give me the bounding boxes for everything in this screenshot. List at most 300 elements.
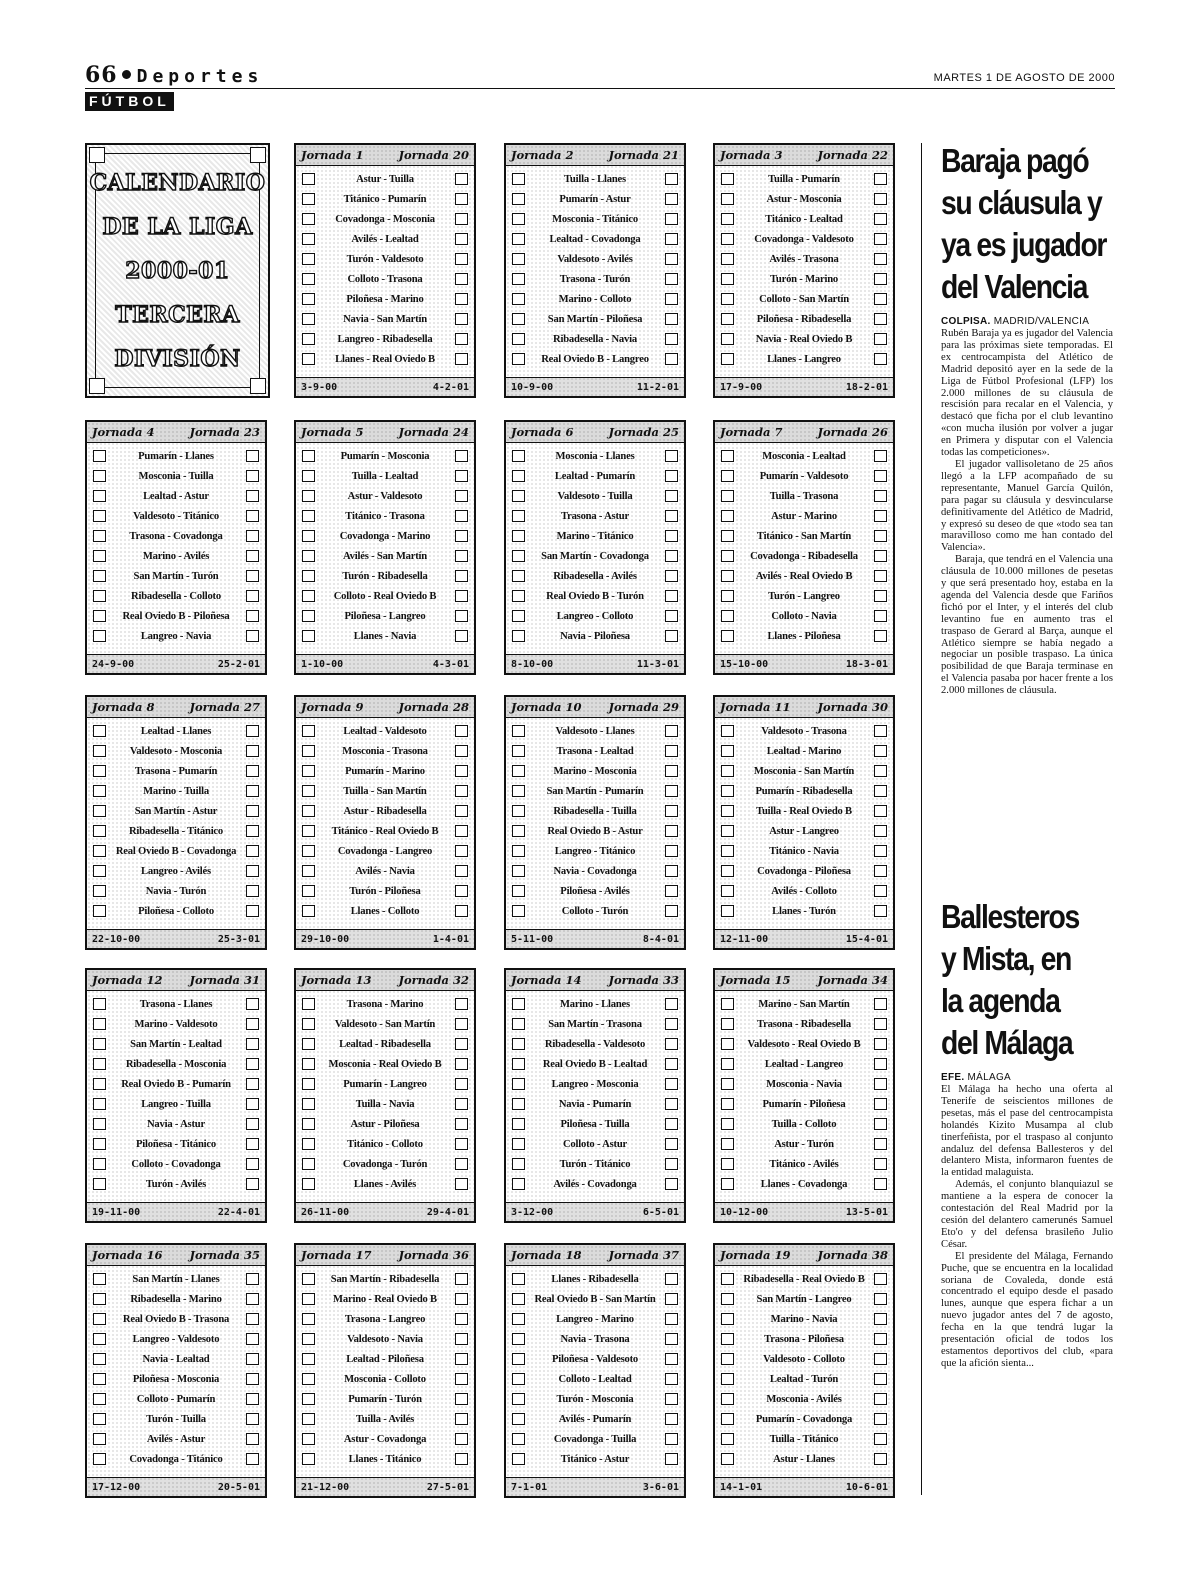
match-teams: Piloñesa - Mosconia — [132, 1373, 220, 1385]
match-row — [296, 1389, 474, 1409]
match-row — [296, 626, 474, 646]
first-leg-date: 15-10-00 — [720, 658, 769, 670]
score-box — [246, 905, 259, 917]
score-box — [246, 845, 259, 857]
match-row — [506, 466, 684, 486]
match-row — [715, 506, 893, 526]
score-box — [93, 1178, 106, 1190]
match-row — [506, 606, 684, 626]
score-box — [246, 1373, 259, 1385]
match-teams: Marino - San Martín — [758, 998, 850, 1010]
second-leg-date: 6-5-01 — [642, 1206, 679, 1218]
score-box — [512, 550, 525, 562]
score-box — [455, 1078, 468, 1090]
second-leg-date: 22-4-01 — [217, 1206, 260, 1218]
match-teams: Tuilla - San Martín — [343, 785, 427, 797]
jornada-header — [87, 1245, 265, 1266]
article-paragraph: Además, el conjunto blanquiazul se mantiene a la espera de conocer la contestación del Real Madrid por la cesión del delantero camerunés Samuel Eto'o y del defensa brasileño Julio César. — [941, 1179, 1113, 1250]
score-box — [512, 1078, 525, 1090]
match-row — [715, 1269, 893, 1289]
score-box — [512, 570, 525, 582]
match-teams: Valdesoto - Titánico — [133, 510, 219, 522]
match-row — [87, 1389, 265, 1409]
jornada-header — [87, 697, 265, 718]
match-teams: Pumarín - Valdesoto — [759, 470, 849, 482]
match-row — [506, 1174, 684, 1194]
score-box — [665, 1058, 678, 1070]
score-box — [93, 1393, 106, 1405]
jornada-second-leg: Jornada 31 — [189, 973, 260, 987]
match-teams: Lealtad - Langreo — [764, 1058, 844, 1070]
score-box — [874, 610, 887, 622]
score-box — [302, 173, 315, 185]
score-box — [512, 353, 525, 365]
match-row — [715, 566, 893, 586]
match-row — [296, 269, 474, 289]
match-row — [506, 269, 684, 289]
score-box — [455, 1313, 468, 1325]
score-box — [512, 193, 525, 205]
article-byline — [941, 1072, 1113, 1083]
score-box — [874, 845, 887, 857]
score-box — [455, 590, 468, 602]
match-row — [715, 309, 893, 329]
score-box — [874, 1158, 887, 1170]
score-box — [665, 630, 678, 642]
jornada-card — [713, 143, 895, 398]
match-teams: San Martín - Astur — [134, 805, 218, 817]
match-teams: Avilés - Trasona — [769, 253, 839, 265]
score-box — [455, 193, 468, 205]
score-box — [455, 1293, 468, 1305]
first-leg-date: 22-10-00 — [92, 933, 141, 945]
page-number: 66 — [85, 62, 118, 88]
match-row — [87, 741, 265, 761]
score-box — [512, 1413, 525, 1425]
score-box — [721, 1018, 734, 1030]
score-box — [874, 1038, 887, 1050]
score-box — [512, 173, 525, 185]
match-row — [715, 249, 893, 269]
score-box — [93, 550, 106, 562]
match-teams: Navia - Astur — [146, 1118, 206, 1130]
match-teams: Langreo - Navia — [140, 630, 212, 642]
score-box — [455, 313, 468, 325]
match-teams: Piloñesa - Langreo — [344, 610, 426, 622]
score-box — [455, 1038, 468, 1050]
score-box — [512, 1333, 525, 1345]
score-box — [455, 745, 468, 757]
score-box — [721, 765, 734, 777]
match-teams: Llanes - Navia — [353, 630, 417, 642]
score-box — [246, 1078, 259, 1090]
first-leg-date: 19-11-00 — [92, 1206, 141, 1218]
score-box — [512, 1178, 525, 1190]
match-teams: Valdesoto - Colloto — [763, 1353, 845, 1365]
score-box — [721, 450, 734, 462]
match-teams: Llanes - Langreo — [767, 353, 841, 365]
match-teams: Piloñesa - Ribadesella — [756, 313, 852, 325]
score-box — [246, 865, 259, 877]
article-paragraph: El presidente del Málaga, Fernando Puche, que se encuentra en la localidad soriana de Covaleda, donde está concentrado el equipo desde el pasado lunes, aunque que espera fichar a un nuevo jugador antes del 7 de agosto, fecha en la que tendrá lugar la presentación oficial de todos los estamentos deportivos del club, «para que la afición sienta... — [941, 1250, 1113, 1369]
score-box — [874, 490, 887, 502]
first-leg-date: 3-9-00 — [301, 381, 338, 393]
match-row — [296, 546, 474, 566]
match-teams: Mosconia - Tuilla — [138, 470, 214, 482]
match-row — [715, 1054, 893, 1074]
match-row — [506, 821, 684, 841]
match-row — [296, 881, 474, 901]
score-box — [874, 510, 887, 522]
score-box — [455, 1453, 468, 1465]
match-row — [87, 1449, 265, 1469]
match-teams: Marino - Mosconia — [553, 765, 637, 777]
match-teams: Llanes - Colloto — [350, 905, 420, 917]
match-row — [715, 626, 893, 646]
score-box — [665, 570, 678, 582]
score-box — [246, 1413, 259, 1425]
first-leg-date: 24-9-00 — [92, 658, 135, 670]
second-leg-date: 10-6-01 — [845, 1481, 888, 1493]
score-box — [302, 253, 315, 265]
match-row — [296, 309, 474, 329]
match-row — [296, 801, 474, 821]
match-row — [506, 741, 684, 761]
match-teams: Lealtad - Pumarín — [554, 470, 636, 482]
match-teams: Pumarín - Marino — [345, 765, 425, 777]
match-row — [715, 1289, 893, 1309]
match-teams: Astur - Ribadesella — [343, 805, 427, 817]
match-teams: Titánico - Astur — [560, 1453, 630, 1465]
score-box — [721, 725, 734, 737]
jornada-header — [296, 422, 474, 443]
match-teams: Navia - Turón — [145, 885, 207, 897]
match-row — [715, 1429, 893, 1449]
score-box — [246, 1118, 259, 1130]
score-box — [874, 1353, 887, 1365]
jornada-dates — [506, 1477, 684, 1496]
match-teams: Navia - Pumarín — [558, 1098, 632, 1110]
match-teams: Marino - Real Oviedo B — [333, 1293, 437, 1305]
jornada-dates — [296, 1202, 474, 1221]
score-box — [665, 905, 678, 917]
byline-place: MADRID/VALENCIA — [993, 316, 1090, 327]
match-row — [715, 781, 893, 801]
score-box — [721, 905, 734, 917]
match-row — [87, 526, 265, 546]
score-box — [874, 1078, 887, 1090]
score-box — [665, 293, 678, 305]
score-box — [721, 825, 734, 837]
score-box — [246, 590, 259, 602]
score-box — [665, 1373, 678, 1385]
score-box — [874, 885, 887, 897]
match-teams: Covadonga - Valdesoto — [754, 233, 854, 245]
match-row — [87, 1114, 265, 1134]
match-teams: Mosconia - Llanes — [555, 450, 635, 462]
jornada-header — [296, 970, 474, 991]
match-row — [715, 801, 893, 821]
headline-line: ya es jugador — [941, 226, 1107, 263]
score-box — [246, 1058, 259, 1070]
score-box — [721, 885, 734, 897]
match-teams: Valdesoto - San Martín — [334, 1018, 436, 1030]
match-row — [506, 1014, 684, 1034]
match-teams: Navia - Lealtad — [142, 1353, 210, 1365]
match-row — [715, 761, 893, 781]
match-row — [715, 189, 893, 209]
score-box — [93, 845, 106, 857]
score-box — [721, 1078, 734, 1090]
match-teams: Ribadesella - Tuilla — [553, 805, 637, 817]
match-row — [715, 1349, 893, 1369]
match-row — [506, 626, 684, 646]
score-box — [874, 1373, 887, 1385]
match-row — [87, 1174, 265, 1194]
score-box — [93, 1353, 106, 1365]
score-box — [455, 1018, 468, 1030]
match-teams: Avilés - Navia — [355, 865, 415, 877]
match-row — [87, 781, 265, 801]
match-teams: Pumarín - Mosconia — [340, 450, 430, 462]
match-teams: Lealtad - Turón — [769, 1373, 839, 1385]
match-row — [506, 169, 684, 189]
second-leg-date: 11-2-01 — [636, 381, 679, 393]
jornada-dates — [715, 929, 893, 948]
score-box — [302, 845, 315, 857]
headline-line: del Málaga — [941, 1024, 1073, 1061]
match-row — [296, 486, 474, 506]
match-teams: Covadonga - Langreo — [337, 845, 433, 857]
score-box — [302, 1118, 315, 1130]
match-teams: Tuilla - Trasona — [769, 490, 839, 502]
match-teams: Real Oviedo B - Turón — [546, 590, 644, 602]
match-teams: Ribadesella - Navia — [553, 333, 637, 345]
score-box — [665, 885, 678, 897]
score-box — [246, 1178, 259, 1190]
match-teams: Ribadesella - Titánico — [128, 825, 224, 837]
score-box — [665, 470, 678, 482]
match-teams: Valdesoto - Trasona — [761, 725, 847, 737]
jornada-first-leg: Jornada 10 — [511, 700, 582, 714]
jornada-first-leg: Jornada 3 — [720, 148, 783, 162]
match-row — [87, 1349, 265, 1369]
score-box — [246, 1038, 259, 1050]
match-row — [715, 1034, 893, 1054]
match-row — [87, 626, 265, 646]
score-box — [665, 1118, 678, 1130]
score-box — [93, 765, 106, 777]
score-box — [246, 470, 259, 482]
jornada-card — [294, 968, 476, 1223]
calendar-title-line: 2000-01 — [125, 257, 230, 284]
score-box — [93, 1078, 106, 1090]
match-row — [506, 994, 684, 1014]
jornada-header — [506, 970, 684, 991]
match-row — [506, 801, 684, 821]
match-row — [87, 566, 265, 586]
match-row — [506, 1369, 684, 1389]
match-teams: Astur - Covadonga — [343, 1433, 427, 1445]
score-box — [512, 998, 525, 1010]
score-box — [512, 1138, 525, 1150]
score-box — [512, 510, 525, 522]
score-box — [246, 610, 259, 622]
score-box — [302, 470, 315, 482]
score-box — [302, 1293, 315, 1305]
score-box — [665, 1353, 678, 1365]
calendar-title-panel — [85, 143, 270, 398]
score-box — [93, 725, 106, 737]
score-box — [302, 805, 315, 817]
match-row — [715, 821, 893, 841]
jornada-second-leg: Jornada 22 — [817, 148, 888, 162]
match-row — [87, 1074, 265, 1094]
score-box — [93, 745, 106, 757]
match-row — [87, 1269, 265, 1289]
score-box — [302, 865, 315, 877]
score-box — [665, 490, 678, 502]
match-row — [715, 586, 893, 606]
match-teams: San Martín - Pumarín — [546, 785, 644, 797]
score-box — [455, 1138, 468, 1150]
score-box — [665, 1078, 678, 1090]
score-box — [874, 765, 887, 777]
score-box — [874, 630, 887, 642]
score-box — [512, 233, 525, 245]
score-box — [721, 570, 734, 582]
match-teams: Pumarín - Langreo — [343, 1078, 427, 1090]
score-box — [302, 510, 315, 522]
match-teams: Llanes - Piloñesa — [767, 630, 841, 642]
match-teams: Astur - Valdesoto — [347, 490, 423, 502]
match-teams: Colloto - Covadonga — [131, 1158, 221, 1170]
score-box — [302, 1038, 315, 1050]
score-box — [512, 630, 525, 642]
score-box — [721, 1433, 734, 1445]
score-box — [874, 865, 887, 877]
score-box — [665, 1413, 678, 1425]
match-teams: Covadonga - Mosconia — [335, 213, 435, 225]
score-box — [455, 765, 468, 777]
match-row — [715, 289, 893, 309]
score-box — [874, 725, 887, 737]
match-row — [296, 761, 474, 781]
score-box — [93, 530, 106, 542]
match-teams: Astur - Piloñesa — [350, 1118, 420, 1130]
match-row — [506, 721, 684, 741]
article-headline — [941, 896, 1113, 1064]
match-row — [715, 994, 893, 1014]
jornada-card — [713, 420, 895, 675]
calendar-title-frame — [89, 153, 266, 388]
jornada-card — [504, 968, 686, 1223]
first-leg-date: 7-1-01 — [511, 1481, 548, 1493]
jornada-first-leg: Jornada 7 — [720, 425, 783, 439]
score-box — [721, 1058, 734, 1070]
match-teams: Mosconia - San Martín — [753, 765, 855, 777]
match-row — [715, 1174, 893, 1194]
jornada-second-leg: Jornada 21 — [608, 148, 679, 162]
score-box — [93, 1333, 106, 1345]
score-box — [512, 450, 525, 462]
match-row — [296, 861, 474, 881]
score-box — [455, 1178, 468, 1190]
score-box — [721, 745, 734, 757]
jornada-second-leg: Jornada 35 — [189, 1248, 260, 1262]
match-teams: Avilés - Pumarín — [558, 1413, 632, 1425]
score-box — [512, 1433, 525, 1445]
match-teams: Covadonga - Piloñesa — [757, 865, 851, 877]
corner-ornament — [250, 147, 266, 163]
score-box — [665, 745, 678, 757]
match-row — [296, 1349, 474, 1369]
jornada-card — [294, 695, 476, 950]
jornada-card — [294, 1243, 476, 1498]
match-teams: Llanes - Turón — [772, 905, 836, 917]
match-teams: Tuilla - Navia — [355, 1098, 415, 1110]
match-teams: Titánico - Pumarín — [343, 193, 427, 205]
match-row — [715, 741, 893, 761]
match-row — [506, 1409, 684, 1429]
match-teams: Avilés - Lealtad — [351, 233, 419, 245]
score-box — [455, 1353, 468, 1365]
match-teams: Pumarín - Astur — [559, 193, 631, 205]
score-box — [874, 1178, 887, 1190]
jornada-header — [715, 970, 893, 991]
score-box — [874, 1453, 887, 1465]
first-leg-date: 8-10-00 — [511, 658, 554, 670]
match-row — [506, 446, 684, 466]
match-row — [296, 229, 474, 249]
second-leg-date: 4-3-01 — [432, 658, 469, 670]
score-box — [721, 1038, 734, 1050]
match-row — [87, 841, 265, 861]
score-box — [665, 865, 678, 877]
jornada-dates — [296, 377, 474, 396]
score-box — [874, 1018, 887, 1030]
match-teams: San Martín - Piloñesa — [547, 313, 643, 325]
score-box — [721, 1353, 734, 1365]
match-row — [87, 721, 265, 741]
match-row — [87, 1369, 265, 1389]
score-box — [512, 885, 525, 897]
match-teams: Piloñesa - Avilés — [560, 885, 630, 897]
score-box — [93, 1453, 106, 1465]
score-box — [302, 1178, 315, 1190]
match-teams: Tuilla - Pumarín — [768, 173, 840, 185]
score-box — [874, 1313, 887, 1325]
score-box — [246, 1333, 259, 1345]
score-box — [246, 785, 259, 797]
score-box — [665, 765, 678, 777]
match-teams: Marino - Tuilla — [143, 785, 209, 797]
match-teams: Marino - Titánico — [556, 530, 634, 542]
match-row — [296, 289, 474, 309]
score-box — [721, 785, 734, 797]
jornada-first-leg: Jornada 6 — [511, 425, 574, 439]
calendar-title-line: DIVISIÓN — [114, 345, 241, 372]
score-box — [302, 450, 315, 462]
match-teams: Ribadesella - Mosconia — [125, 1058, 227, 1070]
score-box — [302, 1273, 315, 1285]
match-row — [715, 446, 893, 466]
score-box — [93, 1273, 106, 1285]
score-box — [721, 530, 734, 542]
match-row — [506, 249, 684, 269]
match-teams: Piloñesa - Titánico — [136, 1138, 216, 1150]
jornada-dates — [506, 1202, 684, 1221]
